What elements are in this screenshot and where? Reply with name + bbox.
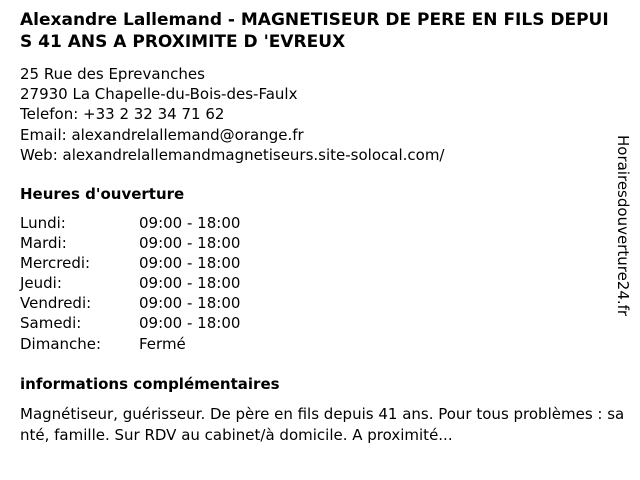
hours-time: Fermé	[139, 334, 186, 353]
hours-row-thursday	[20, 273, 240, 293]
opening-hours-heading: Heures d'ouverture	[20, 185, 185, 203]
business-description: Magnétiseur, guérisseur. De père en fils depuis 41 ans. Pour tous problèmes : santé, famille. Sur RDV au cabinet/à domicile. A proximité...	[20, 405, 625, 444]
hours-row-sunday	[20, 334, 240, 354]
site-brand-text: Horairesdouverture24.fr	[614, 135, 632, 317]
additional-info-heading: informations complémentaires	[20, 375, 280, 393]
web-line: Web: alexandrelallemandmagnetiseurs.site-solocal.com/	[20, 145, 445, 164]
address-block	[20, 64, 444, 165]
hours-day: Mercredi:	[20, 254, 91, 273]
hours-row-monday	[20, 213, 240, 233]
hours-row-wednesday	[20, 253, 240, 273]
email-line: Email: alexandrelallemand@orange.fr	[20, 125, 304, 144]
hours-day: Dimanche:	[20, 334, 102, 353]
hours-day: Lundi:	[20, 214, 66, 232]
hours-time: 09:00 - 18:00	[139, 314, 241, 333]
opening-hours-table	[20, 213, 240, 354]
phone-line: Telefon: +33 2 32 34 71 62	[20, 105, 225, 124]
hours-time: 09:00 - 18:00	[139, 254, 241, 273]
hours-time: 09:00 - 18:00	[139, 274, 241, 293]
hours-day: Samedi:	[20, 314, 82, 333]
city-address: 27930 La Chapelle-du-Bois-des-Faulx	[20, 85, 298, 104]
hours-row-friday	[20, 293, 240, 313]
hours-time: 09:00 - 18:00	[139, 214, 241, 232]
hours-day: Vendredi:	[20, 294, 92, 313]
hours-day: Mardi:	[20, 234, 67, 253]
street-address: 25 Rue des Eprevanches	[20, 65, 205, 83]
hours-day: Jeudi:	[20, 274, 62, 293]
hours-time: 09:00 - 18:00	[139, 294, 241, 313]
business-title: Alexandre Lallemand - MAGNETISEUR DE PERE EN FILS DEPUIS 41 ANS A PROXIMITE D 'EVREUX	[20, 10, 609, 52]
hours-row-saturday	[20, 313, 240, 333]
hours-time: 09:00 - 18:00	[139, 234, 241, 253]
hours-row-tuesday	[20, 233, 240, 253]
